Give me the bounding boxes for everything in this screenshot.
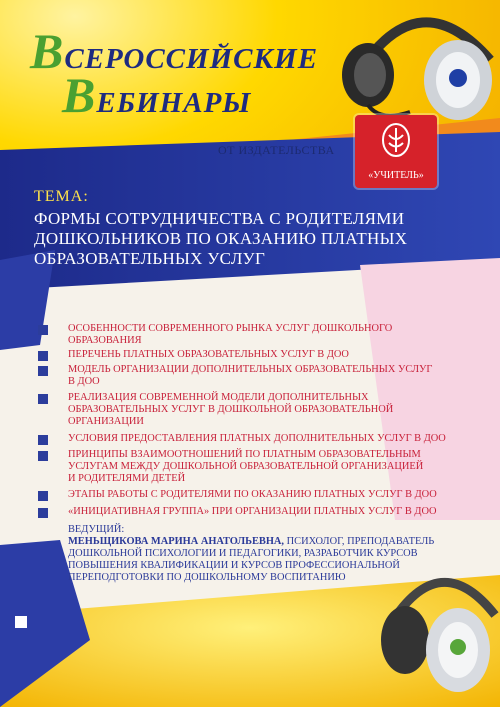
list-item-text: ОБРАЗОВАНИЯ — [68, 335, 142, 346]
bullet-square-icon — [38, 508, 48, 518]
speaker-line: ПОВЫШЕНИЯ КВАЛИФИКАЦИИ И КУРСОВ ПРОФЕССИОНАЛЬНОЙ — [68, 560, 400, 571]
title-line-2 — [62, 66, 251, 124]
list-item-text: МОДЕЛЬ ОРГАНИЗАЦИИ ДОПОЛНИТЕЛЬНЫХ ОБРАЗОВАТЕЛЬНЫХ УСЛУГ — [68, 364, 433, 375]
theme-label: ТЕМА: — [34, 188, 89, 205]
list-item-text: ПЕРЕЧЕНЬ ПЛАТНЫХ ОБРАЗОВАТЕЛЬНЫХ УСЛУГ В ДОО — [68, 349, 349, 360]
title-initial: В — [30, 23, 65, 79]
publisher-text: ОТ ИЗДАТЕЛЬСТВА — [218, 143, 335, 157]
list-item-text: ЭТАПЫ РАБОТЫ С РОДИТЕЛЯМИ ПО ОКАЗАНИЮ ПЛАТНЫХ УСЛУГ В ДОО — [68, 489, 437, 500]
list-item-text: ПРИНЦИПЫ ВЗАИМООТНОШЕНИЙ ПО ПЛАТНЫМ ОБРАЗОВАТЕЛЬНЫМ — [68, 449, 421, 460]
list-item-text: РЕАЛИЗАЦИЯ СОВРЕМЕННОЙ МОДЕЛИ ДОПОЛНИТЕЛЬНЫХ — [68, 392, 369, 403]
list-item-text: УСЛУГАМ МЕЖДУ ДОШКОЛЬНОЙ ОБРАЗОВАТЕЛЬНОЙ ОРГАНИЗАЦИЕЙ — [68, 461, 424, 472]
list-item-text: ОРГАНИЗАЦИИ — [68, 416, 144, 427]
theme-line: ДОШКОЛЬНИКОВ ПО ОКАЗАНИЮ ПЛАТНЫХ — [34, 229, 408, 248]
list-item-text: В ДОО — [68, 376, 100, 387]
list-item-text: И РОДИТЕЛЯМИ ДЕТЕЙ — [68, 473, 186, 484]
bullet-square-icon — [38, 435, 48, 445]
theme-line: ФОРМЫ СОТРУДНИЧЕСТВА С РОДИТЕЛЯМИ — [34, 209, 405, 228]
speaker-name: МЕНЬЩИКОВА МАРИНА АНАТОЛЬЕВНА, — [68, 536, 285, 547]
speaker-line — [68, 536, 434, 548]
list-item-text: ОБРАЗОВАТЕЛЬНЫХ УСЛУГ В ДОШКОЛЬНОЙ ОБРАЗОВАТЕЛЬНОЙ — [68, 404, 394, 415]
bullet-square-icon — [38, 325, 48, 335]
title-rest: ЕБИНАРЫ — [96, 87, 252, 119]
bullet-square-icon — [38, 394, 48, 404]
headphones-icon — [340, 0, 500, 130]
speaker-label: ВЕДУЩИЙ: — [68, 524, 125, 535]
title-rest: СЕРОССИЙСКИЕ — [64, 43, 319, 75]
logo-emblem-icon — [381, 123, 411, 157]
bullet-square-icon — [38, 366, 48, 376]
speaker-role: ПСИХОЛОГ, ПРЕПОДАВАТЕЛЬ — [284, 536, 435, 547]
speaker-line: ПЕРЕПОДГОТОВКИ ПО ДОШКОЛЬНОМУ ВОСПИТАНИЮ — [68, 572, 346, 583]
theme-line: ОБРАЗОВАТЕЛЬНЫХ УСЛУГ — [34, 249, 266, 268]
speaker-line: ДОШКОЛЬНОЙ ПСИХОЛОГИИ И ПЕДАГОГИКИ, РАЗРАБОТЧИК КУРСОВ — [68, 548, 418, 559]
publisher-logo — [355, 115, 437, 188]
list-item-text: УСЛОВИЯ ПРЕДОСТАВЛЕНИЯ ПЛАТНЫХ ДОПОЛНИТЕЛЬНЫХ УСЛУГ В ДОО — [68, 433, 446, 444]
bullet-square-icon — [38, 491, 48, 501]
title-initial: В — [62, 67, 97, 123]
bullet-square-icon — [38, 351, 48, 361]
bullet-square-icon — [38, 451, 48, 461]
logo-label: «УЧИТЕЛЬ» — [368, 170, 424, 181]
speaker-block — [68, 524, 434, 584]
list-item-text: ОСОБЕННОСТИ СОВРЕМЕННОГО РЫНКА УСЛУГ ДОШКОЛЬНОГО — [68, 323, 393, 334]
list-item-text: «ИНИЦИАТИВНАЯ ГРУППА» ПРИ ОРГАНИЗАЦИИ ПЛАТНЫХ УСЛУГ В ДОО — [68, 506, 437, 517]
